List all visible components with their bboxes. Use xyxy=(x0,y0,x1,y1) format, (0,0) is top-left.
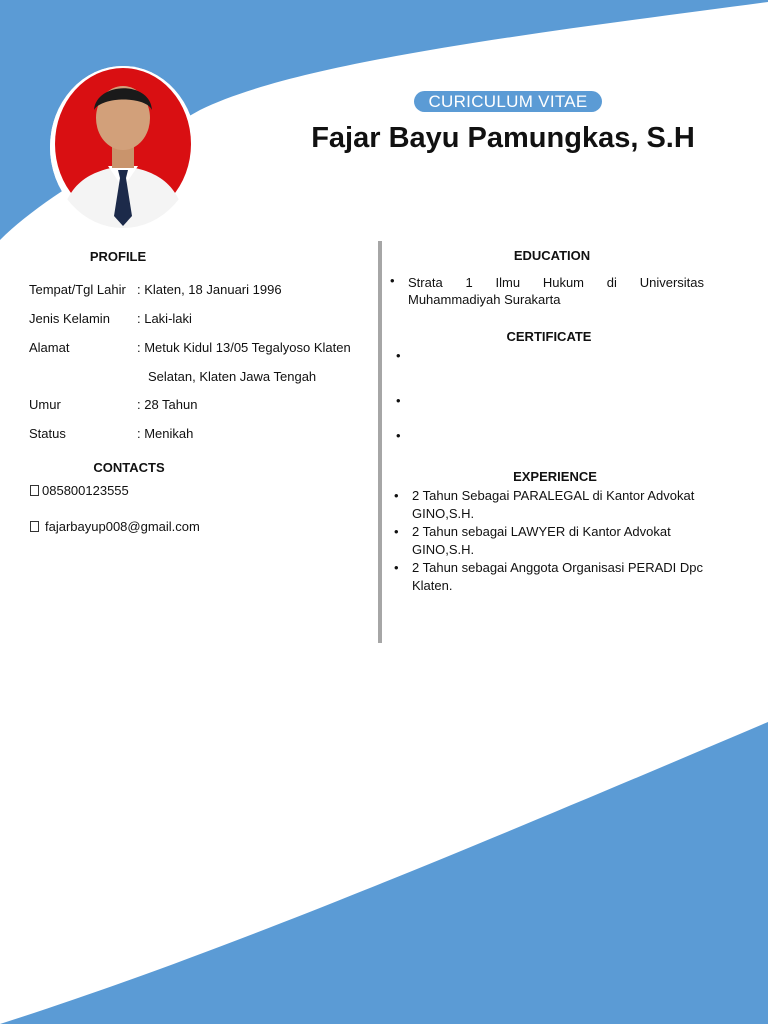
education-heading: EDUCATION xyxy=(513,248,591,263)
certificate-bullet-1: • xyxy=(396,348,401,363)
email-icon xyxy=(30,521,39,532)
education-line-2: Muhammadiyah Surakarta xyxy=(408,292,561,307)
phone-number: 085800123555 xyxy=(42,483,129,498)
candidate-name: Fajar Bayu Pamungkas, S.H xyxy=(311,122,695,154)
profile-row-birth xyxy=(29,282,282,297)
profile-value: : Metuk Kidul 13/05 Tegalyoso Klaten xyxy=(137,340,351,355)
profile-label: Umur xyxy=(29,397,61,412)
profile-row-status xyxy=(29,426,193,441)
profile-row-address-cont xyxy=(29,369,316,384)
column-divider xyxy=(378,241,382,643)
profile-value: : Menikah xyxy=(137,426,194,441)
profile-label: Tempat/Tgl Lahir xyxy=(29,282,126,297)
profile-row-gender xyxy=(29,311,192,326)
profile-value: : Klaten, 18 Januari 1996 xyxy=(137,282,282,297)
education-line-1: Strata 1 Ilmu Hukum di Universitas xyxy=(408,275,704,290)
experience-line-2: GINO,S.H. xyxy=(412,542,475,557)
experience-line-2: Klaten. xyxy=(412,578,453,593)
profile-label: Alamat xyxy=(29,340,70,355)
experience-line-2: GINO,S.H. xyxy=(412,506,475,521)
profile-value: : Laki-laki xyxy=(137,311,192,326)
experience-heading: EXPERIENCE xyxy=(513,469,597,484)
profile-row-address xyxy=(29,340,351,355)
list-item xyxy=(392,523,732,559)
list-item xyxy=(392,487,732,523)
bottom-wave-shape xyxy=(0,722,768,1024)
experience-line-1: 2 Tahun sebagai LAWYER di Kantor Advokat xyxy=(412,524,671,539)
phone-icon xyxy=(30,485,39,496)
email-address: fajarbayup008@gmail.com xyxy=(45,519,200,534)
education-entry xyxy=(390,274,704,308)
cv-title-badge: CURICULUM VITAE xyxy=(414,91,602,112)
certificate-bullet-2: • xyxy=(396,393,401,408)
experience-bullet: • xyxy=(394,524,399,539)
contact-phone xyxy=(30,483,129,498)
profile-value: Selatan, Klaten Jawa Tengah xyxy=(148,369,317,384)
experience-bullet: • xyxy=(394,560,399,575)
education-bullet: • xyxy=(390,273,395,288)
profile-label: Jenis Kelamin xyxy=(29,311,110,326)
contacts-heading: CONTACTS xyxy=(93,460,165,475)
list-item xyxy=(392,559,732,595)
profile-row-age xyxy=(29,397,197,412)
contact-email xyxy=(30,519,200,534)
certificate-heading: CERTIFICATE xyxy=(506,329,592,344)
profile-photo xyxy=(50,66,196,228)
certificate-bullet-3: • xyxy=(396,428,401,443)
profile-label: Status xyxy=(29,426,66,441)
experience-line-1: 2 Tahun Sebagai PARALEGAL di Kantor Advokat xyxy=(412,488,695,503)
experience-list xyxy=(392,487,732,595)
experience-bullet: • xyxy=(394,488,399,503)
profile-heading: PROFILE xyxy=(89,249,147,264)
experience-line-1: 2 Tahun sebagai Anggota Organisasi PERADI Dpc xyxy=(412,560,703,575)
profile-value: : 28 Tahun xyxy=(137,397,198,412)
